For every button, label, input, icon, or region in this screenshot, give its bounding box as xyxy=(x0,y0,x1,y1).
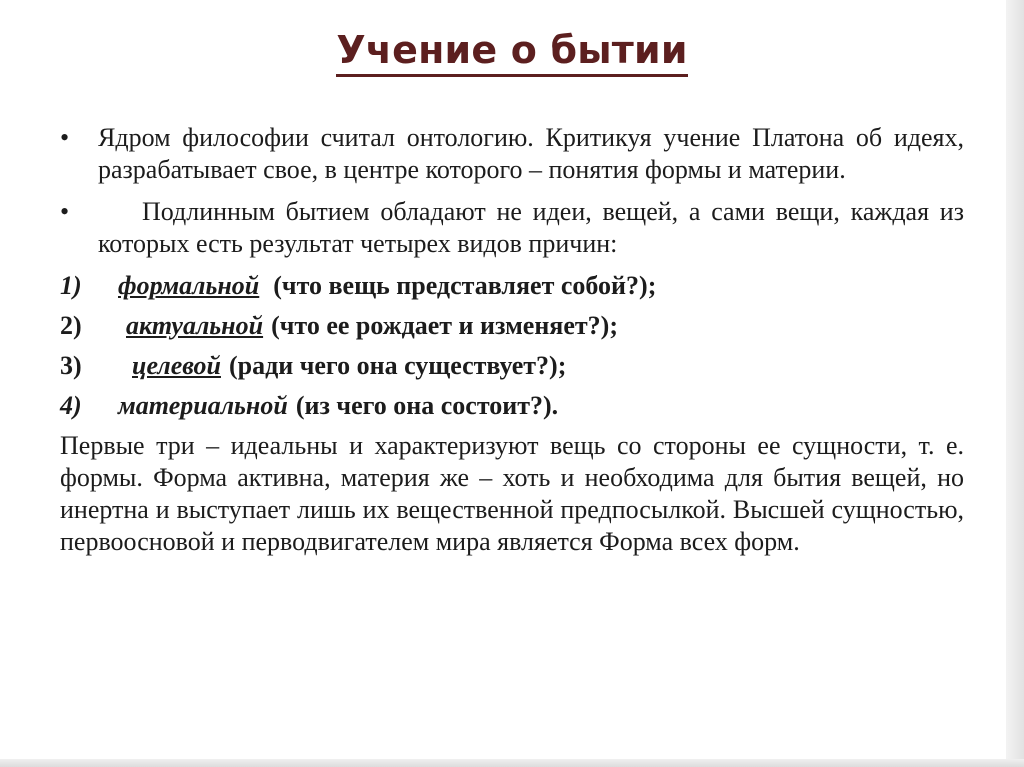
cause-item-formal xyxy=(60,270,964,302)
bullet-text: Подлинным бытием обладают не идеи, вещей, а сами вещи, каждая из которых есть результат четырех видов причин: xyxy=(98,197,964,258)
closing-paragraph: Первые три – идеальны и характеризуют вещь со стороны ее сущности, т. е. формы. Форма активна, материя же – хоть и необходима для бытия вещей, но инертна и выступает лишь их вещественной предпосылкой. Высшей сущностью, первоосновой и перводвигателем мира является Форма всех форм. xyxy=(60,431,964,556)
cause-number: 1) xyxy=(60,271,82,300)
cause-question: (ради чего она существует?); xyxy=(228,351,567,380)
slide-title: Учение о бытии xyxy=(336,28,687,77)
slide-frame-bottom xyxy=(0,759,1024,767)
cause-number: 4) xyxy=(60,391,82,420)
cause-question: (что ее рождает и изменяет?); xyxy=(271,311,619,340)
cause-term: формальной xyxy=(118,271,260,300)
slide-title-container xyxy=(0,28,1024,77)
cause-item-material xyxy=(60,390,964,422)
cause-item-actual xyxy=(60,310,964,342)
slide-content xyxy=(60,122,964,558)
bullet-item-ontology xyxy=(60,122,964,186)
cause-term: актуальной xyxy=(126,311,264,340)
bullet-mark: • xyxy=(60,197,70,226)
cause-question: (из чего она состоит?). xyxy=(295,391,559,420)
bullet-text: Ядром философии считал онтологию. Критикуя учение Платона об идеях, разрабатывает свое, в центре которого – понятия формы и материи. xyxy=(98,123,964,184)
bullet-item-being xyxy=(60,196,964,260)
cause-term: целевой xyxy=(132,351,221,380)
cause-term: материальной xyxy=(118,391,288,420)
bullet-text-container xyxy=(98,196,964,260)
cause-number: 2) xyxy=(60,311,82,340)
cause-number: 3) xyxy=(60,351,82,380)
slide-frame-right xyxy=(1006,0,1024,767)
cause-question: (что вещь представляет собой?); xyxy=(273,271,657,300)
cause-item-final xyxy=(60,350,964,382)
bullet-mark: • xyxy=(60,123,70,152)
